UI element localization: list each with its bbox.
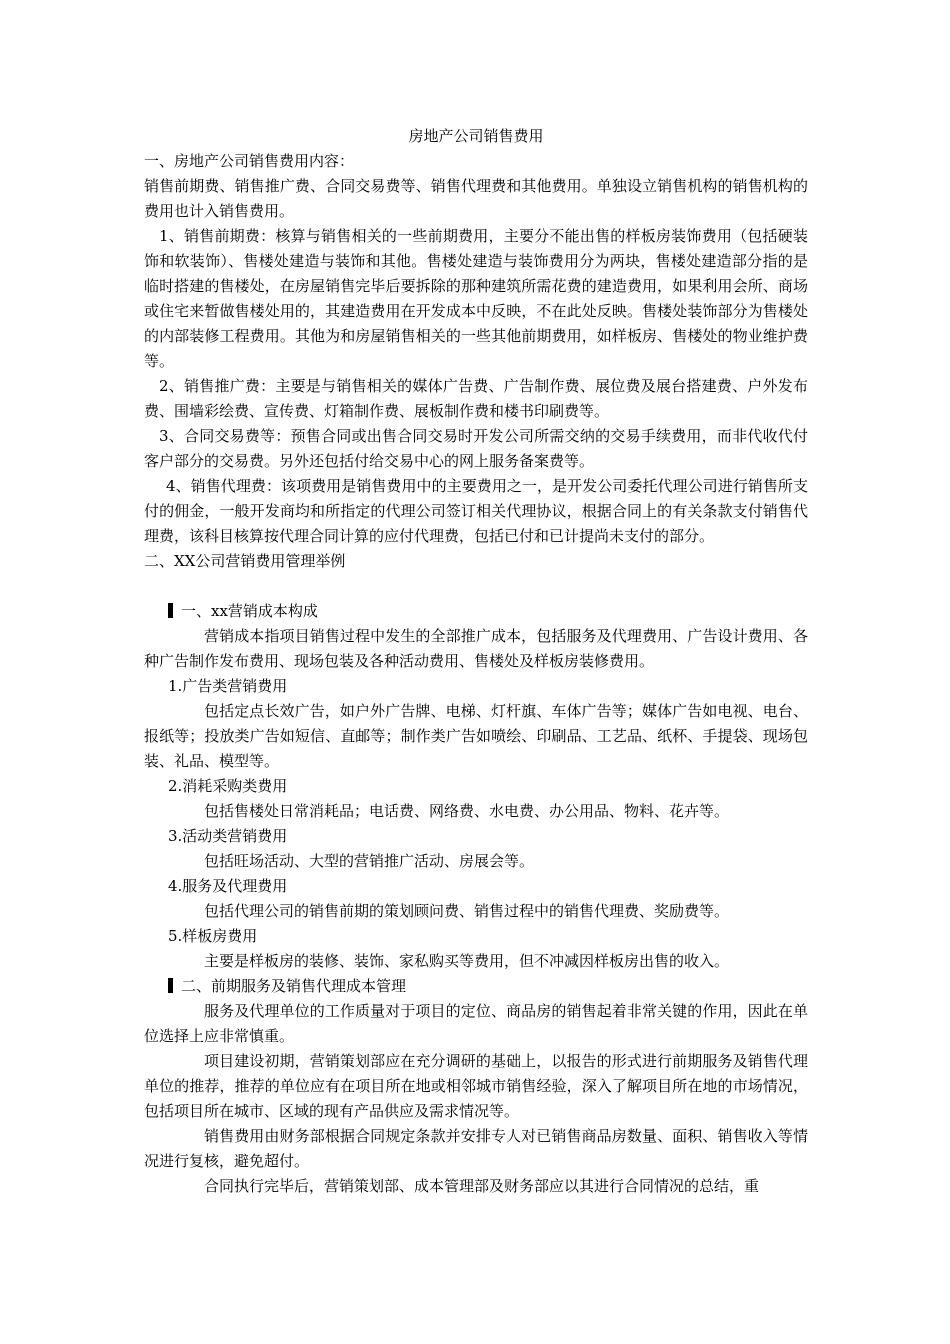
- cost-item-1-label: 1.广告类营销费用: [168, 677, 288, 695]
- part1-intro: 销售前期费、销售推广费、合同交易费等、销售代理费和其他费用。单独设立销售机构的销售机构的费用也计入销售费用。: [144, 177, 808, 220]
- cost-item-1-body: 包括定点长效广告，如户外广告牌、电梯、灯杆旗、车体广告等；媒体广告如电视、电台、报纸等；投放类广告如短信、直邮等；制作类广告如喷绘、印刷品、工艺品、纸杯、手提袋、现场包装、礼品、模型等。: [144, 702, 808, 770]
- section2-heading: [144, 974, 808, 999]
- cost-item-2-body: 包括售楼处日常消耗品；电话费、网络费、水电费、办公用品、物料、花卉等。: [204, 802, 730, 820]
- section1-heading: [144, 599, 808, 624]
- section2-para-1: 服务及代理单位的工作质量对于项目的定位、商品房的销售起着非常关键的作用，因此在单位选择上应非常慎重。: [144, 1002, 808, 1045]
- cost-item-4-body: 包括代理公司的销售前期的策划顾问费、销售过程中的销售代理费、奖励费等。: [204, 902, 730, 920]
- cost-item-2-label: 2.消耗采购类费用: [168, 777, 288, 795]
- part1-item-4: 4、销售代理费：该项费用是销售费用中的主要费用之一，是开发公司委托代理公司进行销售所支付的佣金，一般开发商均和所指定的代理公司签订相关代理协议，根据合同上的有关条款支付销售代理费，该科目核算按代理合同计算的应付代理费，包括已付和已计提尚未支付的部分。: [144, 477, 808, 545]
- section1-intro: 营销成本指项目销售过程中发生的全部推广成本，包括服务及代理费用、广告设计费用、各种广告制作发布费用、现场包装及各种活动费用、售楼处及样板房装修费用。: [144, 627, 808, 670]
- cost-item-5-body: 主要是样板房的装修、装饰、家私购买等费用，但不冲减因样板房出售的收入。: [204, 952, 730, 970]
- cost-item-3-label: 3.活动类营销费用: [168, 827, 288, 845]
- part1-item-3: 3、合同交易费等：预售合同或出售合同交易时开发公司所需交纳的交易手续费用，而非代收代付客户部分的交易费。另外还包括付给交易中心的网上服务备案费等。: [144, 427, 808, 470]
- section2-para-2: 项目建设初期，营销策划部应在充分调研的基础上，以报告的形式进行前期服务及销售代理单位的推荐，推荐的单位应有在项目所在地或相邻城市销售经验，深入了解项目所在地的市场情况，包括项目所在城市、区域的现有产品供应及需求情况等。: [144, 1052, 808, 1120]
- part1-heading: 一、房地产公司销售费用内容：: [144, 152, 355, 170]
- section2-para-4: 合同执行完毕后，营销策划部、成本管理部及财务部应以其进行合同情况的总结，重: [204, 1177, 760, 1195]
- document-title: 房地产公司销售费用: [408, 127, 544, 145]
- cost-item-4-label: 4.服务及代理费用: [168, 877, 288, 895]
- cost-item-3-body: 包括旺场活动、大型的营销推广活动、房展会等。: [204, 852, 535, 870]
- section2-para-3: 销售费用由财务部根据合同规定条款并安排专人对已销售商品房数量、面积、销售收入等情况进行复核，避免超付。: [144, 1127, 808, 1170]
- cost-item-5-label: 5.样板房费用: [168, 927, 258, 945]
- bullet-bar-icon: [168, 978, 173, 993]
- part1-item-1: 1、销售前期费：核算与销售相关的一些前期费用，主要分不能出售的样板房装饰费用（包括硬装饰和软装饰）、售楼处建造与装饰和其他。售楼处建造与装饰费用分为两块，售楼处建造部分指的是临时搭建的售楼处，在房屋销售完毕后要拆除的那种建筑所需花费的建造费用，如果利用会所、商场或住宅来暂做售楼处用的，其建造费用在开发成本中反映，不在此处反映。售楼处装饰部分为售楼处的内部装修工程费用。其他为和房屋销售相关的一些其他前期费用，如样板房、售楼处的物业维护费等。: [144, 227, 808, 370]
- part1-item-2: 2、销售推广费：主要是与销售相关的媒体广告费、广告制作费、展位费及展台搭建费、户外发布费、围墙彩绘费、宣传费、灯箱制作费、展板制作费和楼书印刷费等。: [144, 377, 808, 420]
- section2-heading-text: 二、前期服务及销售代理成本管理: [181, 977, 407, 995]
- document-page: [144, 124, 808, 1199]
- section1-heading-text: 一、xx营销成本构成: [181, 602, 318, 620]
- spacer: [144, 574, 808, 599]
- bullet-bar-icon: [168, 603, 173, 618]
- part2-heading: 二、XX公司营销费用管理举例: [144, 552, 346, 570]
